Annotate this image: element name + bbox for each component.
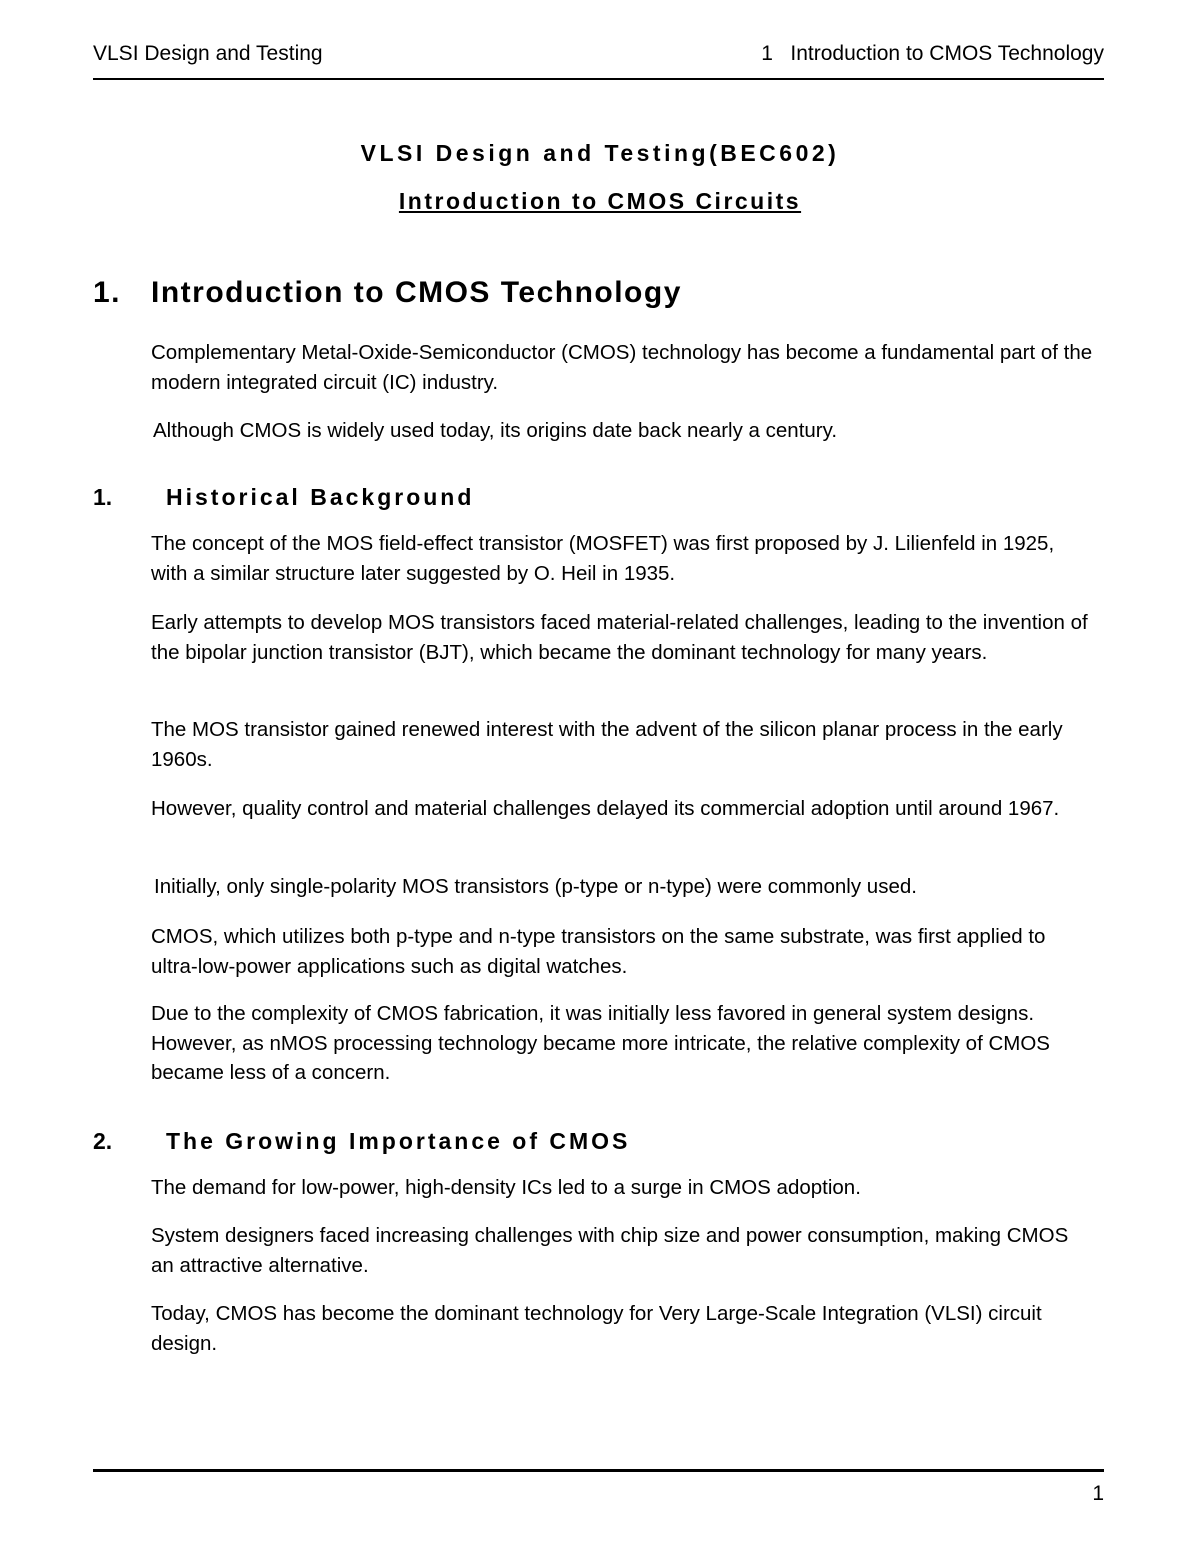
header-course-title: VLSI Design and Testing: [93, 42, 323, 65]
section-heading: [93, 276, 682, 310]
subsection-number: 1.: [93, 484, 113, 510]
page-number: 1: [1092, 1482, 1104, 1505]
paragraph: Due to the complexity of CMOS fabrication, it was initially less favored in general system designs. However, as nMOS processing technology became more intricate, the relative complexity of CMOS became less of a concern.: [151, 1002, 1050, 1084]
paragraph: Complementary Metal-Oxide-Semiconductor (CMOS) technology has become a fundamental part of the modern integrated circuit (IC) industry.: [151, 341, 1093, 394]
document-title: VLSI Design and Testing(BEC602): [360, 140, 840, 166]
subsection-title: Historical Background: [166, 484, 475, 510]
footer-divider: [93, 1469, 1104, 1472]
header-chapter-title: 1 Introduction to CMOS Technology: [761, 42, 1104, 65]
header-divider: [93, 78, 1104, 80]
section-number: 1.: [93, 276, 122, 309]
paragraph: The concept of the MOS field-effect transistor (MOSFET) was first proposed by J. Lilienfeld in 1925, with a similar structure later suggested by O. Heil in 1935.: [151, 532, 1055, 585]
section-title: Introduction to CMOS Technology: [151, 276, 682, 309]
paragraph: Although CMOS is widely used today, its origins date back nearly a century.: [153, 419, 838, 442]
subsection-title: The Growing Importance of CMOS: [166, 1128, 631, 1154]
paragraph: However, quality control and material challenges delayed its commercial adoption until around 1967.: [151, 797, 1060, 820]
paragraph: Today, CMOS has become the dominant technology for Very Large-Scale Integration (VLSI) circuit design.: [151, 1302, 1042, 1355]
subsection-number: 2.: [93, 1128, 113, 1154]
document-subtitle: Introduction to CMOS Circuits: [398, 188, 802, 214]
running-header: [93, 42, 1104, 76]
subsection-heading: [93, 484, 474, 511]
paragraph: The MOS transistor gained renewed interest with the advent of the silicon planar process in the early 1960s.: [151, 718, 1063, 771]
subsection-heading: [93, 1128, 630, 1155]
paragraph: System designers faced increasing challenges with chip size and power consumption, making CMOS an attractive alternative.: [151, 1224, 1069, 1277]
paragraph: The demand for low-power, high-density ICs led to a surge in CMOS adoption.: [151, 1176, 861, 1199]
paragraph: Early attempts to develop MOS transistors faced material-related challenges, leading to the invention of the bipolar junction transistor (BJT), which became the dominant technology for many years.: [151, 611, 1088, 664]
paragraph: CMOS, which utilizes both p-type and n-type transistors on the same substrate, was first applied to ultra-low-power applications such as digital watches.: [151, 925, 1046, 978]
paragraph: Initially, only single-polarity MOS transistors (p-type or n-type) were commonly used.: [154, 875, 917, 898]
